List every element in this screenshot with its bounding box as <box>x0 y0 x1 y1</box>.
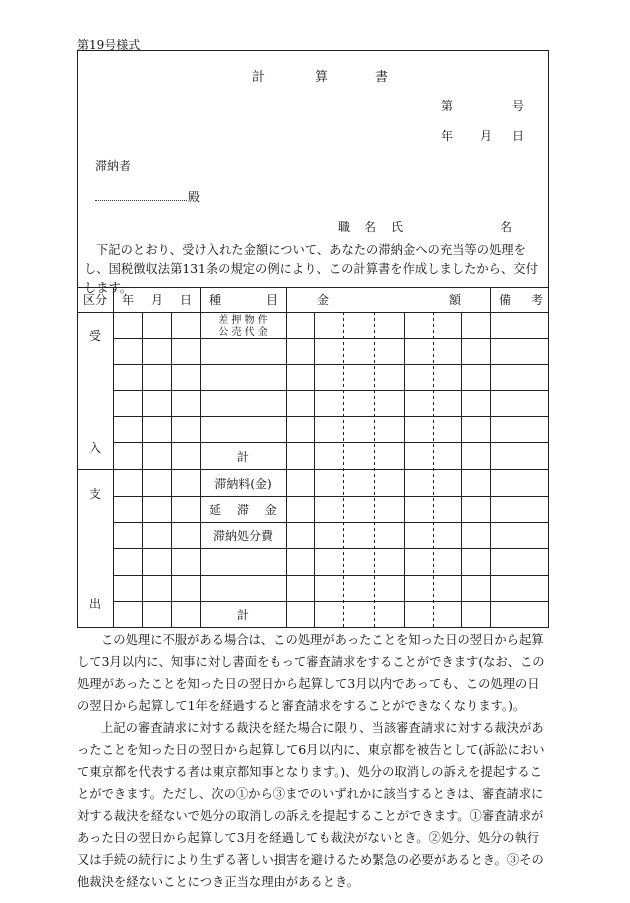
receipts-label-top: 受 <box>88 329 102 343</box>
lawsuit-notice-paragraph: 上記の審査請求に対する裁決を経た場合に限り、当該審査請求に対する裁決があったことを知った日の翌日から起算して6月以内に、東京都を被告として(訴訟において東京都を代表する者は東京都知事となります。)、処分の取消しの訴えを提起することができます。ただし、次の①から③までのいずれかに該当するときは、審査請求に対する裁決を経ないで処分の取消しの訴えを提起することができます。①審査請求があった日の翌日から起算して3月を経過しても裁決がないとき。②処分、処分の執行又は手続の続行により生ずる著しい損害を避けるため緊急の必要があるとき。③その他裁決を経ないことにつき正当な理由があるとき。 <box>77 721 545 889</box>
number-suffix: 号 <box>512 99 525 113</box>
header-remarks: 備 <box>498 293 512 307</box>
expenditures-label-top: 支 <box>88 487 102 501</box>
header-day: 日 <box>179 293 193 307</box>
form-number-label: 第19号様式 <box>77 38 141 52</box>
number-prefix: 第 <box>441 99 454 113</box>
expenditures-subtotal: 計 <box>236 608 250 622</box>
header-amount-2: 額 <box>448 293 462 307</box>
addressee-honorific: 殿 <box>188 190 201 204</box>
title-char-1: 計 <box>252 70 266 85</box>
receipts-label-bottom: 入 <box>88 441 102 455</box>
receipts-item-line2: 公 売 代 金 <box>218 327 268 338</box>
header-category: 区分 <box>82 293 108 307</box>
receipts-subtotal: 計 <box>236 450 250 464</box>
header-year: 年 <box>121 293 135 307</box>
official-title-1: 職 <box>338 220 351 234</box>
header-amount: 金 <box>316 293 330 307</box>
expenditure-item-delinquency-charge: 延 滞 金 <box>209 503 277 517</box>
expenditure-item-late-fee: 滞納料(金) <box>214 477 272 491</box>
official-name-2: 名 <box>500 220 513 234</box>
expenditures-label-bottom: 出 <box>88 597 102 611</box>
header-remarks-2: 考 <box>530 293 544 307</box>
expenditure-item-disposition-cost: 滞納処分費 <box>212 529 274 543</box>
header-type: 種 <box>208 293 222 307</box>
official-title-2: 名 <box>364 220 377 234</box>
date-month: 月 <box>480 129 493 143</box>
receipts-item-line1: 差 押 物 件 <box>218 315 268 326</box>
appeal-notice-paragraph: この処理に不服がある場合は、この処理があったことを知った日の翌日から起算して3月以内に、知事に対し書面をもって審査請求をすることができます(なお、この処理があったことを知った日の翌日から起算して3月以内であっても、この処理の日の翌日から起算して1年を経過すると審査請求をすることができなくなります。)。 <box>77 633 545 713</box>
official-name-1: 氏 <box>391 220 404 234</box>
date-day: 日 <box>512 129 525 143</box>
intro-text: 下記のとおり、受け入れた金額について、あなたの滞納金への充当等の処理をし、国税徴収法第131条の規定の例により、この計算書を作成しましたから、交付します。 <box>84 243 538 295</box>
addressee-label: 滞納者 <box>95 159 132 173</box>
title-char-2: 算 <box>315 70 329 85</box>
header-type-2: 目 <box>265 293 279 307</box>
date-year: 年 <box>441 129 454 143</box>
title-char-3: 書 <box>375 70 389 85</box>
header-month: 月 <box>150 293 164 307</box>
